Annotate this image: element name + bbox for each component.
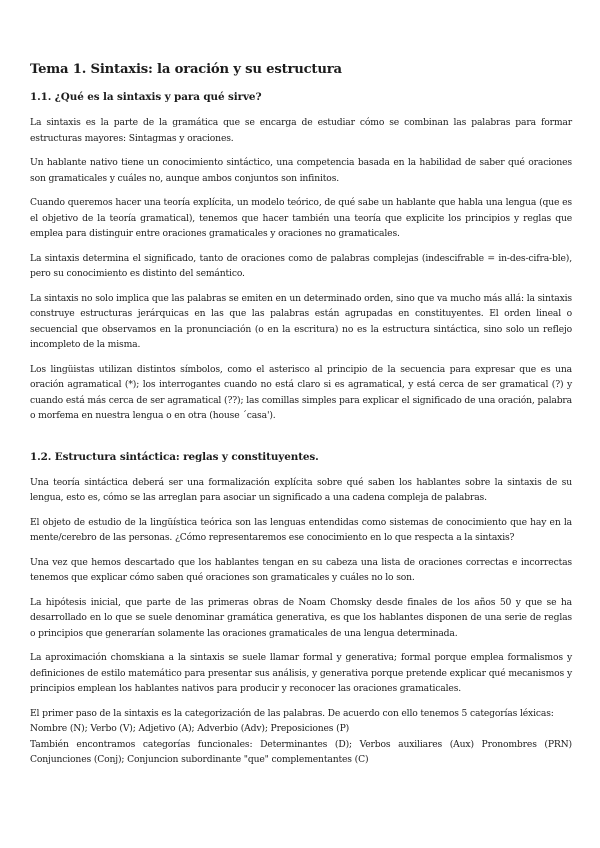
lexical-categories: Nombre (N); Verbo (V); Adjetivo (A); Adverbio (Adv); Preposiciones (P) (30, 723, 350, 734)
categories-intro: El primer paso de la sintaxis es la categorización de las palabras. De acuerdo con ello tenemos 5 categorías léxicas: (30, 707, 554, 719)
section-2-heading: 1.2. Estructura sintáctica: reglas y constituyentes. (30, 450, 319, 463)
section-spacer (30, 433, 572, 451)
paragraph: Una vez que hemos descartado que los hablantes tengan en su cabeza una lista de oraciones correctas e incorrectas tenemos que explicar cómo saben qué oraciones son gramaticales y cuáles no lo son. (30, 556, 572, 583)
paragraph: La sintaxis determina el significado, tanto de oraciones como de palabras complejas (indescifrable = in-des-cifra-ble), pero su conocimiento es distinto del semántico. (30, 252, 572, 279)
functional-categories: También encontramos categorías funcionales: Determinantes (D); Verbos auxiliares (Aux) Pronombres (PRN) Conjunciones (Conj); Conjuncion subordinante "que" complementantes (C) (30, 738, 572, 765)
paragraph: Cuando queremos hacer una teoría explícita, un modelo teórico, de qué sabe un hablante que habla una lengua (que es el objetivo de la teoría gramatical), tenemos que hacer también una teoría que explicite los principios y reglas que emplea para distinguir entre oraciones gramaticales y oraciones no gramaticales. (30, 197, 572, 239)
paragraph: La hipótesis inicial, que parte de las primeras obras de Noam Chomsky desde finales de los años 50 y que se ha desarrollado en lo que se suele denominar gramática generativa, es que los hablantes disponen de una serie de reglas o principios que generarían solamente las oraciones gramaticales de una lengua determinada. (30, 596, 572, 639)
paragraph: Los lingüistas utilizan distintos símbolos, como el asterisco al principio de la secuencia para expresar que es una oración agramatical (*); los interrogantes cuando no está claro si es agramatical, y está cerca de ser gramatical (?) y cuando está más cerca de ser agramatical (??); las comillas simples para explicar el significado de una oración, palabra o morfema en nuestra lengua o en otra (house ´casa'). (30, 363, 572, 421)
paragraph: La sintaxis no solo implica que las palabras se emiten en un determinado orden, sino que va mucho más allá: la sintaxis construye estructuras jerárquicas en las que las palabras están agrupadas en constituyentes. El orden lineal o secuencial que observamos en la pronunciación (o en la escritura) no es la estructura sintáctica, sino solo un reflejo incompleto de la misma. (30, 292, 572, 350)
paragraph: Un hablante nativo tiene un conocimiento sintáctico, una competencia basada en la habilidad de saber qué oraciones son gramaticales y cuáles no, aunque ambos conjuntos son infinitos. (30, 157, 572, 184)
paragraph: El objeto de estudio de la lingüística teórica son las lenguas entendidas como sistemas de conocimiento que hay en la mente/cerebro de las personas. ¿Cómo representaremos ese conocimiento en lo que respecta a la sintaxis? (30, 516, 572, 543)
paragraph: Una teoría sintáctica deberá ser una formalización explícita sobre qué saben los hablantes sobre la sintaxis de su lengua, esto es, cómo se las arreglan para asociar un significado a una cadena compleja de palabras. (30, 476, 572, 503)
paragraph: La aproximación chomskiana a la sintaxis se suele llamar formal y generativa; formal porque emplea formalismos y definiciones de estilo matemático para presentar sus análisis, y generativa porque pretende explicar qué mecanismos y principios emplean los hablantes nativos para producir y reconocer las oraciones gramaticales. (30, 652, 572, 694)
paragraph: La sintaxis es la parte de la gramática que se encarga de estudiar cómo se combinan las palabras para formar estructuras mayores: Sintagmas y oraciones. (30, 117, 572, 144)
document-title: Tema 1. Sintaxis: la oración y su estructura (30, 62, 342, 77)
section-1-heading: 1.1. ¿Qué es la sintaxis y para qué sirve? (30, 91, 262, 103)
